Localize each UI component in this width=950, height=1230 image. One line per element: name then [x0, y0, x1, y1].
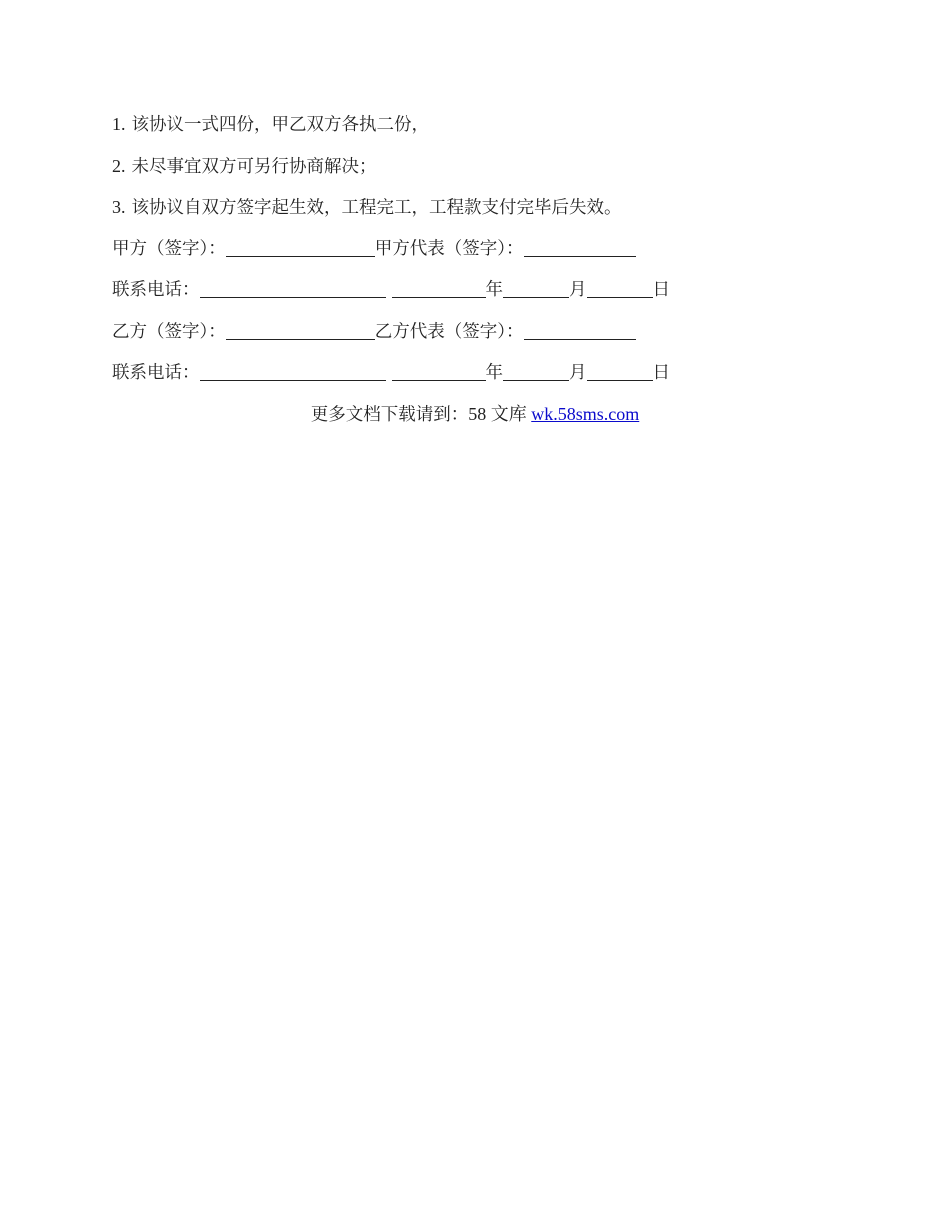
party-b-signature-blank[interactable] [226, 321, 375, 340]
party-b-phone-row [112, 359, 852, 401]
clause-text: 该协议一式四份，甲乙双方各执二份， [131, 115, 429, 135]
party-b-rep-label: 乙方代表（签字）： [374, 321, 524, 342]
year-label: 年 [485, 363, 503, 383]
day-label: 日 [652, 280, 670, 300]
clause-1 [112, 110, 852, 152]
party-b-phone-blank[interactable] [200, 362, 386, 381]
party-b-signature-row [112, 318, 852, 360]
footer-prefix: 更多文档下载请到： [310, 405, 469, 425]
document-body [112, 110, 852, 401]
party-a-month-blank[interactable] [503, 279, 569, 298]
phone-label: 联系电话： [112, 363, 200, 383]
party-a-phone-blank[interactable] [200, 279, 386, 298]
clause-2 [112, 152, 852, 194]
footer-link[interactable]: wk.58sms.com [531, 404, 640, 424]
party-b-rep-signature-blank[interactable] [524, 321, 636, 340]
party-b-label: 乙方（签字）： [112, 321, 226, 342]
party-b-month-blank[interactable] [503, 362, 569, 381]
party-a-phone-row [112, 276, 852, 318]
year-label: 年 [485, 280, 503, 300]
phone-label: 联系电话： [112, 280, 200, 300]
party-a-signature-blank[interactable] [226, 238, 375, 257]
party-a-rep-signature-blank[interactable] [524, 238, 636, 257]
party-a-rep-label: 甲方代表（签字）： [374, 238, 524, 259]
party-b-year-blank[interactable] [392, 362, 486, 381]
clause-text: 该协议自双方签字起生效，工程完工，工程款支付完毕后失效。 [131, 198, 622, 218]
download-footer [0, 400, 950, 429]
party-a-year-blank[interactable] [392, 279, 486, 298]
clause-number: 2. [112, 155, 126, 176]
month-label: 月 [569, 280, 587, 300]
party-a-label: 甲方（签字）： [112, 238, 226, 259]
party-a-day-blank[interactable] [587, 279, 653, 298]
clause-number: 1. [112, 114, 126, 134]
party-b-day-blank[interactable] [587, 362, 653, 381]
month-label: 月 [569, 363, 587, 383]
day-label: 日 [652, 363, 670, 383]
party-a-signature-row [112, 235, 852, 277]
clause-text: 未尽事宜双方可另行协商解决； [131, 156, 377, 177]
clause-3 [112, 193, 852, 235]
footer-brand: 58 文库 [468, 404, 532, 424]
clause-number: 3. [112, 197, 126, 217]
